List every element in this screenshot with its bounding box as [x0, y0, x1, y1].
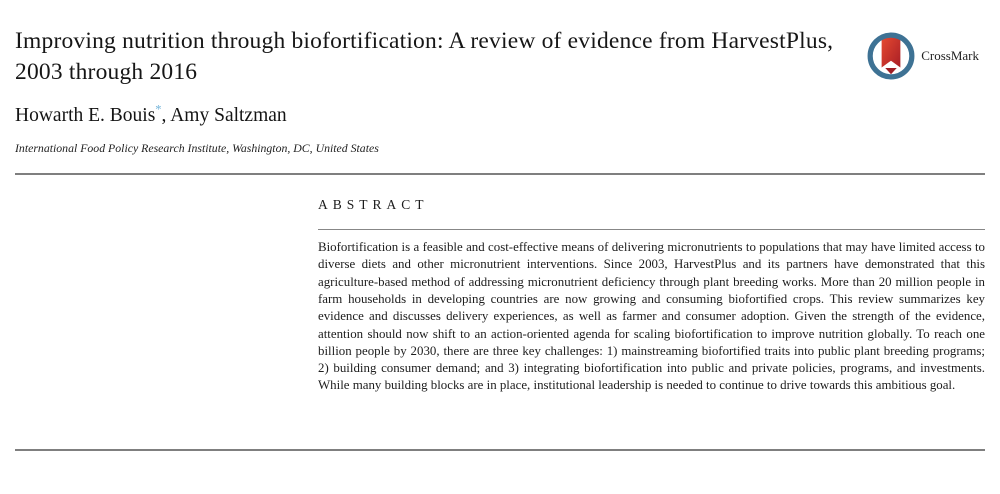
- author-name-2: Amy Saltzman: [170, 105, 287, 127]
- author-line: [15, 102, 985, 127]
- header-divider: [15, 173, 985, 175]
- author-name-1: Howarth E. Bouis: [15, 105, 156, 127]
- author-separator: ,: [161, 105, 171, 127]
- footer-divider: [15, 449, 985, 451]
- article-title: Improving nutrition through biofortification: A review of evidence from HarvestPlus, 2003 through 2016: [15, 28, 834, 86]
- abstract-text: Biofortification is a feasible and cost-effective means of delivering micronutrients to populations that may have limited access to diverse diets and other micronutrient interventions. Since 2003, HarvestPlus and its partners have demonstrated that this agriculture-based method of addressing micronutrient deficiency through plant breeding works. More than 20 million people in farm households in developing countries are now growing and consuming biofortified crops. This review summarizes key evidence and discusses delivery experiences, as well as farmer and consumer adoption. Given the strength of the evidence, attention should now shift to an action-oriented agenda for scaling biofortification to improve nutrition globally. To reach one billion people by 2030, there are three key challenges: 1) mainstreaming biofortified traits into public plant breeding programs; 2) building consumer demand; and 3) integrating biofortification into public and private policies, programs, and investments. While many building blocks are in place, institutional leadership is needed to continue to drive towards this ambitious goal.: [318, 240, 985, 393]
- crossmark-label: CrossMark: [921, 48, 979, 63]
- crossmark-logo-icon: [866, 31, 916, 81]
- abstract-section: [318, 197, 985, 395]
- crossmark-badge[interactable]: [866, 31, 979, 81]
- abstract-divider: [318, 229, 985, 230]
- affiliation: International Food Policy Research Institute, Washington, DC, United States: [15, 141, 379, 156]
- abstract-heading: ABSTRACT: [318, 197, 429, 213]
- corresponding-author-asterisk[interactable]: *: [155, 102, 162, 117]
